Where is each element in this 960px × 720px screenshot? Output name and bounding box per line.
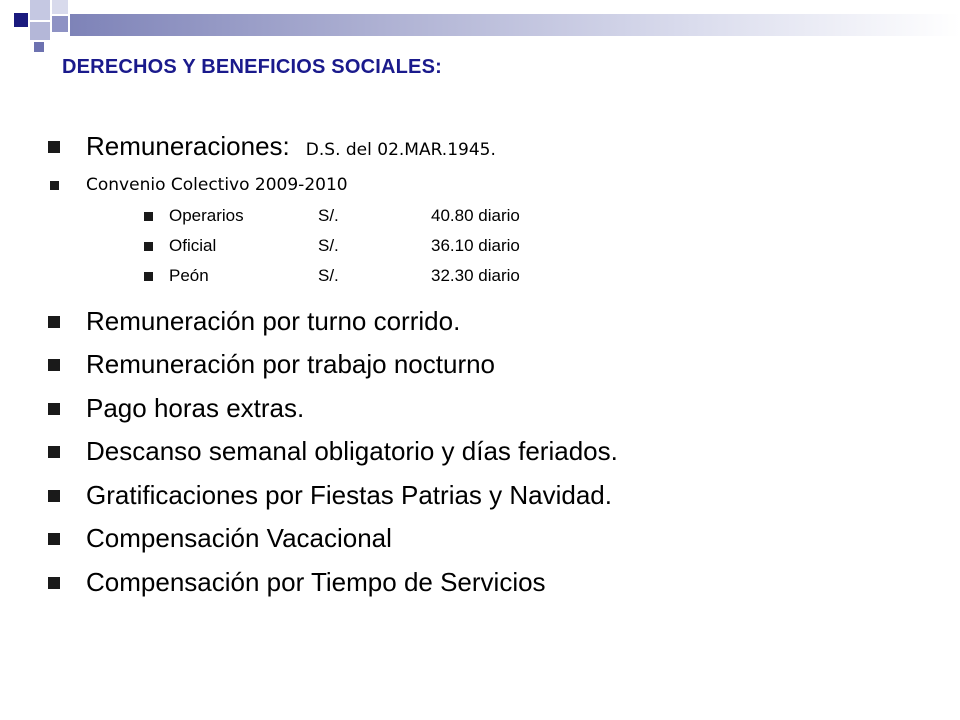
decor-square-small [34,42,44,52]
decor-square-light-1 [30,0,50,20]
wage-currency: S/. [318,266,339,285]
bullet-square [48,403,60,415]
bullet-square [144,242,153,251]
slide-title: DERECHOS Y BENEFICIOS SOCIALES: [62,56,442,78]
wage-role: Oficial [169,236,217,255]
wage-currency: S/. [318,206,339,225]
header-decoration [0,0,960,60]
wage-role: Peón [169,266,209,285]
bullet-square [144,272,153,281]
decor-square-mid [52,16,68,32]
benefit-item: Descanso semanal obligatorio y días feriados. [86,436,618,466]
bullet-square [48,446,60,458]
convenio-item: Convenio Colectivo 2009-2010 [86,175,348,195]
benefit-item: Compensación por Tiempo de Servicios [86,567,546,597]
wage-amount: 36.10 diario [431,236,520,255]
benefit-item: Remuneración por trabajo nocturno [86,349,496,379]
remuneraciones-decree: D.S. del 02.MAR.1945. [305,140,496,160]
bullet-square [48,577,60,589]
benefit-item: Remuneración por turno corrido. [86,306,461,336]
bullet-square [48,316,60,328]
benefit-item: Compensación Vacacional [86,523,392,553]
bullet-square [48,490,60,502]
wage-amount: 40.80 diario [431,206,520,225]
bullet-square [48,359,60,371]
remuneraciones-item [86,131,496,165]
wage-amount: 32.30 diario [431,266,520,285]
decor-square-light-2 [30,22,50,40]
bullet-square [50,181,59,190]
header-gradient-bar [70,14,960,36]
decor-square-navy-topleft [14,13,28,27]
remuneraciones-label: Remuneraciones: [86,131,290,161]
wage-currency: S/. [318,236,339,255]
bullet-square [144,212,153,221]
bullet-square [48,533,60,545]
decor-square-light-3 [52,0,68,14]
benefit-item: Pago horas extras. [86,393,305,423]
wage-role: Operarios [169,206,244,225]
bullet-square [48,141,60,153]
benefit-item: Gratificaciones por Fiestas Patrias y Navidad. [86,480,612,510]
